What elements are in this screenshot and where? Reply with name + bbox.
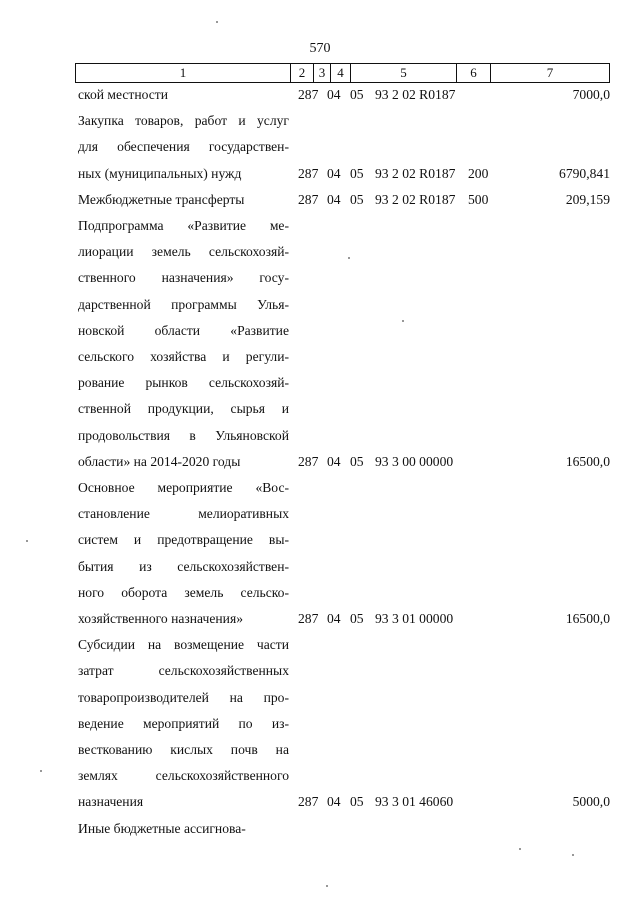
row-code-c5: 93 2 02 R0187 [375,191,456,207]
row-description-line: Закупка товаров, работ и услуг [78,113,289,129]
row-code-c6: 500 [468,191,489,207]
row-code-c3: 04 [327,191,341,207]
row-code-c2: 287 [298,611,319,626]
table-header-row [75,63,610,83]
row-description-line: бытия из сельскохозяйствен- [78,558,289,574]
scan-speck [519,848,521,850]
row-description-line: ственной продукции, сырья и [78,401,289,417]
row-code-c4: 05 [350,165,364,181]
row-code-c2: 287 [298,87,319,102]
row-amount: 209,159 [565,191,610,207]
row-description-line: ного оборота земель сельско- [78,584,289,600]
row-code-c2: 287 [298,191,319,207]
row-description-line: ведение мероприятий по из- [78,715,289,731]
row-description-line: затрат сельскохозяйственных [78,663,289,679]
row-description-line: землях сельскохозяйственного [78,768,289,784]
row-code-c3: 04 [327,794,341,810]
row-description-line: Основное мероприятие «Вос- [78,480,289,495]
row-description-line: лиорации земель сельскохозяй- [78,244,289,260]
row-description-line: рование рынков сельскохозяй- [78,375,289,391]
row-description-line: систем и предотвращение вы- [78,532,289,548]
row-code-c5: 93 2 02 R0187 [375,87,456,102]
row-code-c3: 04 [327,453,341,469]
scan-speck [216,21,218,23]
row-description-line: области» на 2014-2020 годы [78,453,241,469]
row-code-c5: 93 3 00 00000 [375,453,454,469]
row-code-c4: 05 [350,611,364,626]
row-description-line: продовольствия в Ульяновской [78,427,289,443]
column-header: 3 [314,64,331,82]
row-description-line: товаропроизводителей на про- [78,689,289,705]
row-code-c6: 200 [468,165,489,181]
scan-speck [40,770,42,772]
row-code-c2: 287 [298,165,319,181]
row-description-line: сельского хозяйства и регули- [78,349,289,364]
row-amount: 7000,0 [572,87,610,102]
row-amount: 16500,0 [565,453,610,469]
row-code-c4: 05 [350,453,364,469]
row-code-c3: 04 [327,87,341,102]
column-header: 1 [76,64,291,82]
row-amount: 16500,0 [565,611,610,626]
row-code-c5: 93 2 02 R0187 [375,165,456,181]
row-code-c4: 05 [350,794,364,810]
row-amount: 5000,0 [572,794,610,810]
row-code-c2: 287 [298,453,319,469]
row-description-line: назначения [78,794,144,810]
column-header: 6 [457,64,491,82]
row-code-c5: 93 3 01 00000 [375,611,454,626]
row-description-line: ской местности [78,87,169,102]
row-description-line: Субсидии на возмещение части [78,637,289,653]
row-description-line: становление мелиоративных [78,506,289,522]
row-description-line: Подпрограмма «Развитие ме- [78,218,289,233]
row-description-line: ственного назначения» госу- [78,270,289,286]
scan-speck [572,854,574,856]
row-description-line: хозяйственного назначения» [78,611,244,626]
row-description-line: ных (муниципальных) нужд [78,165,242,181]
scan-speck [402,320,404,322]
row-code-c2: 287 [298,794,319,810]
column-header: 7 [546,65,554,80]
scan-speck [26,540,28,542]
column-header: 2 [291,64,314,82]
row-code-c4: 05 [350,191,364,207]
page-number: 570 [309,41,331,56]
row-code-c3: 04 [327,611,341,626]
row-amount: 6790,841 [559,165,610,181]
row-description-line: Иные бюджетные ассигнова- [78,820,246,836]
row-description-line: весткованию кислых почв на [78,742,289,757]
column-header: 5 [351,64,457,82]
row-description-line: дарственной программы Улья- [78,296,289,312]
row-description-line: новской области «Развитие [78,322,289,338]
row-description-line: для обеспечения государствен- [78,139,289,155]
row-code-c5: 93 3 01 46060 [375,794,454,810]
row-code-c4: 05 [350,87,364,102]
column-header: 4 [331,64,351,82]
scan-speck [348,257,350,259]
row-description-line: Межбюджетные трансферты [78,191,245,207]
scan-speck [326,885,328,887]
row-code-c3: 04 [327,165,341,181]
